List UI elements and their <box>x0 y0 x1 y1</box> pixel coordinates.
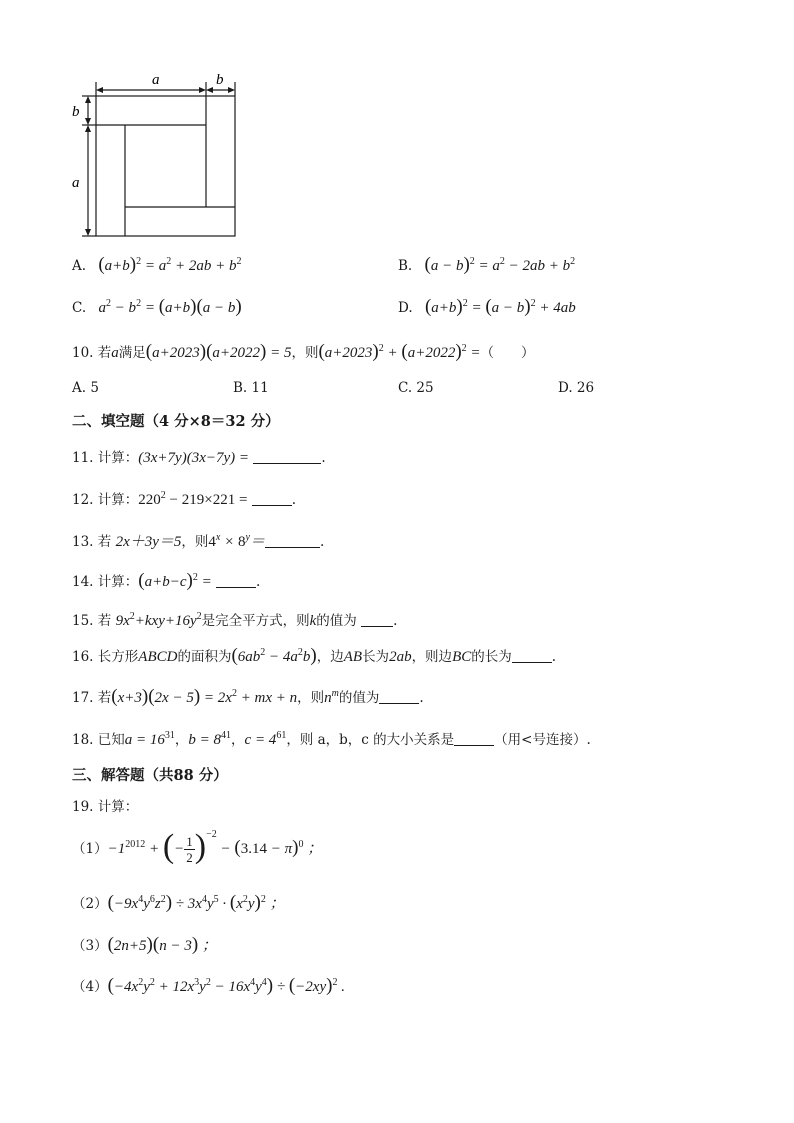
q19-item-3 <box>72 934 217 955</box>
text: 若 <box>97 345 112 361</box>
text: . <box>256 574 261 590</box>
answer-blank[interactable] <box>454 733 494 746</box>
expression: (3x+7y)(3x−7y) = <box>138 450 250 466</box>
condition: 2x＋3y＝5 <box>115 534 182 550</box>
text: 长为 <box>362 649 390 665</box>
question-12 <box>72 488 296 509</box>
text: 已知 <box>97 732 125 748</box>
q19-item-2 <box>72 892 285 913</box>
text: 的面积为 <box>177 649 232 665</box>
label-a-left: a <box>72 175 80 191</box>
answer-blank[interactable] <box>512 650 552 663</box>
q9-option-c <box>72 296 242 317</box>
expression-b: $b = 8^{41}$ <box>188 730 232 748</box>
item-label: （3） <box>72 938 108 954</box>
question-19 <box>72 795 138 815</box>
q9-option-a <box>72 254 242 275</box>
text: . <box>551 649 557 665</box>
item-expression: (2n+5)(n − 3) ； <box>107 934 217 955</box>
text: . <box>319 534 325 550</box>
answer-blank[interactable] <box>216 575 256 588</box>
text: . <box>419 690 424 706</box>
question-number: 10. <box>72 345 94 361</box>
option-expr: $(a+b)^2 = (a - b)^2 + 4ab$ <box>424 296 576 317</box>
text: ，则边 <box>411 649 453 665</box>
answer-blank[interactable] <box>265 535 320 548</box>
item-label: （2） <box>72 896 108 912</box>
expression: $(a+b-c)^2$ = <box>138 570 212 591</box>
text: ，则 a，b，c 的大小关系是 <box>286 732 455 748</box>
side: AB <box>343 649 363 665</box>
label-b-left: b <box>72 104 80 120</box>
q19-item-4 <box>72 975 345 996</box>
question-11 <box>72 446 326 467</box>
answer-blank[interactable] <box>379 691 419 704</box>
answer-paren: （ ） <box>480 345 535 361</box>
expression: $4^x \times 8^y=$ <box>208 532 265 550</box>
text: 的长为 <box>471 649 512 665</box>
option-label: B. <box>398 258 413 274</box>
condition: (a+2023)(a+2022) = 5 <box>145 341 292 362</box>
q9-option-b <box>398 254 576 275</box>
label-a-top: a <box>152 72 160 88</box>
text: ，边 <box>316 649 344 665</box>
question-number: 13. <box>72 534 94 550</box>
option-label: C. <box>72 300 87 316</box>
expression: $(x+3)(2x - 5) = 2x^2$ + mx + n <box>111 686 298 707</box>
question-14 <box>72 570 260 591</box>
text: ，则 <box>291 345 319 361</box>
text: 计算： <box>97 574 139 590</box>
var: k <box>309 613 317 629</box>
text: 计算： <box>97 799 139 815</box>
side: BC <box>452 649 472 665</box>
text: 若 <box>97 690 112 706</box>
item-label: （1） <box>72 840 108 857</box>
text: 计算： <box>97 492 139 508</box>
option-label: A. <box>72 258 87 274</box>
text: ，则 <box>181 534 209 550</box>
expression: $(a+2023)^2 + (a+2022)^2$ = <box>318 341 481 362</box>
option-expr: $(a+b)^2 = a^2 + 2ab + b^2$ <box>98 254 242 275</box>
section-3-title: 三、解答题（共88 分） <box>72 767 228 784</box>
question-13 <box>72 530 324 551</box>
q10-option-c: C. 25 <box>398 380 434 396</box>
q9-option-d <box>398 296 576 317</box>
text: 若 <box>97 534 112 550</box>
question-number: 15. <box>72 613 94 629</box>
text: 是完全平方式，则 <box>201 613 310 629</box>
question-18: 18. 已知$a = 16^{31}$，$b = 8^{41}$，$c = 4^{61}$，则 a，b，c 的大小关系是 （用<号连接）. <box>72 730 591 748</box>
text: 满足 <box>118 345 146 361</box>
text: ，则 <box>297 690 325 706</box>
label-b-top: b <box>216 72 224 88</box>
item-expression: $(-4x^2y^2 + 12x^3y^2 - 16x^4y^4) \div (-2xy)^2$ . <box>107 975 345 996</box>
item-expression: $(-9x^4y^6z^2) \div 3x^4y^5 \cdot (x^2y)^2$ ； <box>107 892 285 913</box>
question-10 <box>72 341 535 362</box>
length: 2ab <box>389 649 412 665</box>
item-expression: $-1^{2012}$ + (− $\frac{1}{2}$ )$^{-2} - (3.14 - \pi)^0$ ； <box>107 827 323 865</box>
answer-blank[interactable] <box>252 493 292 506</box>
text: （用<号连接）. <box>494 732 591 748</box>
power: $n^m$ <box>324 688 339 706</box>
area-expression: $(6ab^2 - 4a^2b)$ <box>231 645 317 666</box>
var: a <box>111 345 119 361</box>
text: 若 <box>97 613 112 629</box>
text: . <box>393 613 398 629</box>
option-label: D. <box>398 300 413 316</box>
question-number: 17. <box>72 690 94 706</box>
question-15 <box>72 609 397 630</box>
q19-item-1 <box>72 827 323 865</box>
option-expr: $(a - b)^2 = a^2 - 2ab + b^2$ <box>424 254 576 275</box>
answer-blank[interactable] <box>253 451 321 464</box>
question-number: 12. <box>72 492 94 508</box>
text: 长方形 <box>97 649 139 665</box>
text: 的值为 <box>338 690 380 706</box>
text: . <box>321 450 326 466</box>
expression: $9x^2+kxy+16y^2$ <box>115 611 202 629</box>
expression-a: $a = 16^{31}$ <box>124 730 175 748</box>
text: . <box>291 492 297 508</box>
question-number: 16. <box>72 649 94 665</box>
fraction: $\frac{1}{2}$ <box>186 834 193 865</box>
expression-c: $c = 4^{61}$ <box>244 730 287 748</box>
item-label: （4） <box>72 979 108 995</box>
square-diagram <box>60 66 250 246</box>
question-number: 18. <box>72 732 94 748</box>
q10-option-d: D. 26 <box>558 380 595 396</box>
q10-option-a: A. 5 <box>72 380 99 396</box>
expression: $220^2 - 219\times 221$ = <box>138 490 248 508</box>
rectangle-name: ABCD <box>138 649 178 665</box>
question-17 <box>72 686 424 707</box>
question-number: 19. <box>72 799 94 815</box>
question-number: 14. <box>72 574 94 590</box>
option-expr: $a^2 - b^2 = (a+b)(a - b)$ <box>98 296 242 317</box>
text: 的值为 <box>316 613 357 629</box>
q10-option-b: B. 11 <box>233 380 269 396</box>
question-16 <box>72 645 556 666</box>
question-number: 11. <box>72 450 94 466</box>
text: 计算： <box>97 450 139 466</box>
answer-blank[interactable] <box>361 614 393 627</box>
section-2-title: 二、填空题（4 分×8＝32 分） <box>72 413 280 430</box>
